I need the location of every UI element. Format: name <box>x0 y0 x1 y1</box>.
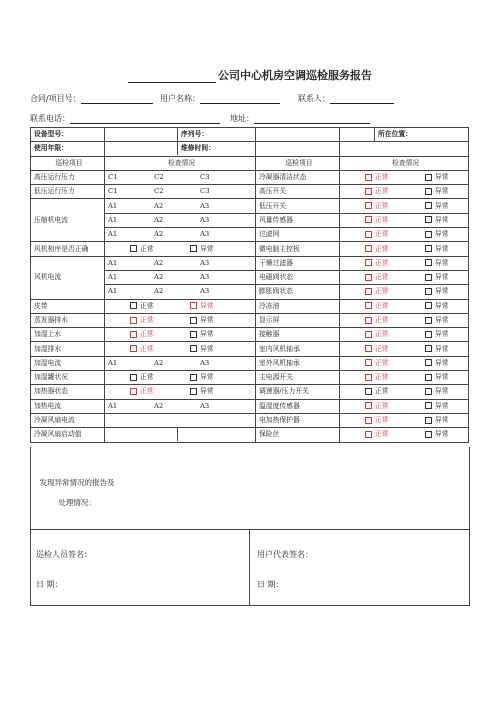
right-item-label: 过滤网 <box>256 228 340 242</box>
cond-fan-value[interactable] <box>105 413 256 427</box>
right-item-check[interactable]: 正常 异常 <box>340 428 469 442</box>
right-item-check[interactable]: 正常 异常 <box>340 299 469 313</box>
right-item-label: 温湿度传感器 <box>256 399 340 413</box>
contract-field[interactable] <box>30 93 153 104</box>
right-item-check[interactable]: 正常 异常 <box>340 385 469 399</box>
high-pressure-label: 高压运行压力 <box>31 170 105 184</box>
belt-label: 皮带 <box>31 299 105 313</box>
maint-value[interactable] <box>256 142 340 156</box>
right-item-label: 主电源开关 <box>256 371 340 385</box>
right-item-check[interactable]: 正常 异常 <box>340 285 469 299</box>
contract-label: 合同/项目号： <box>30 94 81 103</box>
customer-date-label[interactable]: 日 期： <box>257 580 284 589</box>
right-item-check[interactable]: 正常 异常 <box>340 270 469 284</box>
serial-label: 序列号： <box>181 130 209 139</box>
address-field[interactable] <box>230 113 370 124</box>
right-item-check[interactable]: 正常 异常 <box>340 256 469 270</box>
humid-in-check[interactable]: 正常 异常 <box>105 328 256 342</box>
report-box[interactable] <box>30 447 470 530</box>
right-item-check[interactable]: 正常 异常 <box>340 413 469 427</box>
hdr-item-left: 巡检项目 <box>31 156 105 170</box>
right-item-check[interactable]: 正常 异常 <box>340 328 469 342</box>
right-item-check[interactable]: 正常 异常 <box>340 213 469 227</box>
heater-label: 加热器状态 <box>31 385 105 399</box>
heat-current-label: 加热电流 <box>31 399 105 413</box>
compressor-label: 压缩机电流 <box>31 199 105 242</box>
inspection-table <box>30 127 469 443</box>
right-item-label: 干燥过滤器 <box>256 256 340 270</box>
location-label: 所在位置： <box>378 130 412 139</box>
model-label: 设备型号： <box>31 128 105 142</box>
right-item-check[interactable]: 正常 异常 <box>340 199 469 213</box>
humid-tank-check[interactable]: 正常 异常 <box>105 371 256 385</box>
hdr-status-left: 检查情况 <box>105 156 256 170</box>
user-field[interactable] <box>160 93 280 104</box>
heat-current-values[interactable]: A1 A2 A3 <box>105 399 256 413</box>
fan-sequence-label: 风机相序是否正确 <box>31 242 105 256</box>
compressor-values[interactable]: A1 A2 A3 <box>105 199 256 213</box>
compressor-values[interactable]: A1 A2 A3 <box>105 213 256 227</box>
inspector-date-label[interactable]: 日 期： <box>36 580 63 589</box>
humid-out-check[interactable]: 正常 异常 <box>105 342 256 356</box>
cond-start-label: 冷凝风扇启动值 <box>31 428 105 442</box>
signature-box <box>30 529 470 606</box>
low-pressure-label: 低压运行压力 <box>31 185 105 199</box>
right-item-label: 低压开关 <box>256 199 340 213</box>
address-label: 地址： <box>230 114 254 123</box>
report-label: 发现异常情况的报告及 处理情况： <box>39 478 115 507</box>
years-value[interactable] <box>105 142 256 156</box>
right-item-label: 电加热保护器 <box>256 413 340 427</box>
right-item-label: 高压开关 <box>256 185 340 199</box>
low-pressure-values[interactable]: C1 C2 C3 <box>105 185 256 199</box>
user-label: 用户名称： <box>160 94 200 103</box>
right-item-label: 室内风机轴承 <box>256 342 340 356</box>
compressor-values[interactable]: A1 A2 A3 <box>105 228 256 242</box>
fan-current-label: 风机电流 <box>31 256 105 299</box>
belt-check[interactable]: 正常 异常 <box>105 299 256 313</box>
phone-field[interactable] <box>30 113 220 124</box>
inspector-sign-label[interactable]: 巡检人员签名： <box>36 550 92 559</box>
right-item-check[interactable]: 正常 异常 <box>340 313 469 327</box>
right-item-check[interactable]: 正常 异常 <box>340 170 469 184</box>
right-item-check[interactable]: 正常 异常 <box>340 185 469 199</box>
humid-current-label: 加湿电流 <box>31 356 105 370</box>
cond-start-value[interactable] <box>105 428 256 442</box>
right-item-label: 电磁阀状态 <box>256 270 340 284</box>
title-text: 公司中心机房空调巡检服务报告 <box>218 69 372 82</box>
right-item-check[interactable]: 正常 异常 <box>340 371 469 385</box>
customer-sign-label[interactable]: 用户代表签名： <box>257 550 313 559</box>
maint-label: 维修时间： <box>181 144 215 153</box>
humid-current-values[interactable]: A1 A2 A3 <box>105 356 256 370</box>
model-value[interactable] <box>105 128 256 142</box>
years-label: 使用年限： <box>31 142 105 156</box>
company-blank[interactable] <box>128 72 216 83</box>
right-item-label: 接触器 <box>256 328 340 342</box>
fan-current-values[interactable]: A1 A2 A3 <box>105 270 256 284</box>
right-item-label: 冷冻油 <box>256 299 340 313</box>
heater-check[interactable]: 正常 异常 <box>105 385 256 399</box>
right-item-label: 调速器/压力开关 <box>256 385 340 399</box>
report-title <box>0 67 500 83</box>
hdr-status-right: 检查情况 <box>340 156 469 170</box>
right-item-label: 显示屏 <box>256 313 340 327</box>
high-pressure-values[interactable]: C1 C2 C3 <box>105 170 256 184</box>
right-item-check[interactable]: 正常 异常 <box>340 399 469 413</box>
phone-label: 联系电话： <box>30 114 70 123</box>
fan-current-values[interactable]: A1 A2 A3 <box>105 285 256 299</box>
humid-in-label: 加湿上水 <box>31 328 105 342</box>
evap-drain-check[interactable]: 正常 异常 <box>105 313 256 327</box>
serial-value[interactable] <box>256 128 340 142</box>
right-item-check[interactable]: 正常 异常 <box>340 228 469 242</box>
contact-field[interactable] <box>298 93 394 104</box>
right-item-label: 保险丝 <box>256 428 340 442</box>
right-item-check[interactable]: 正常 异常 <box>340 342 469 356</box>
humid-out-label: 加湿排水 <box>31 342 105 356</box>
fan-sequence-check[interactable]: 正常 异常 <box>105 242 256 256</box>
contact-label: 联系人： <box>298 94 330 103</box>
right-item-label: 风量传感器 <box>256 213 340 227</box>
fan-current-values[interactable]: A1 A2 A3 <box>105 256 256 270</box>
right-item-label: 微电脑主控板 <box>256 242 340 256</box>
right-item-label: 室外风机轴承 <box>256 356 340 370</box>
humid-tank-label: 加湿罐状况 <box>31 371 105 385</box>
cond-fan-label: 冷凝风扇电流 <box>31 413 105 427</box>
right-item-check[interactable]: 正常 异常 <box>340 242 469 256</box>
right-item-label: 膨胀阀状态 <box>256 285 340 299</box>
evap-drain-label: 蒸发器排水 <box>31 313 105 327</box>
right-item-check[interactable]: 正常 异常 <box>340 356 469 370</box>
right-item-label: 冷凝器清洁状态 <box>256 170 340 184</box>
hdr-item-right: 巡检项目 <box>256 156 340 170</box>
